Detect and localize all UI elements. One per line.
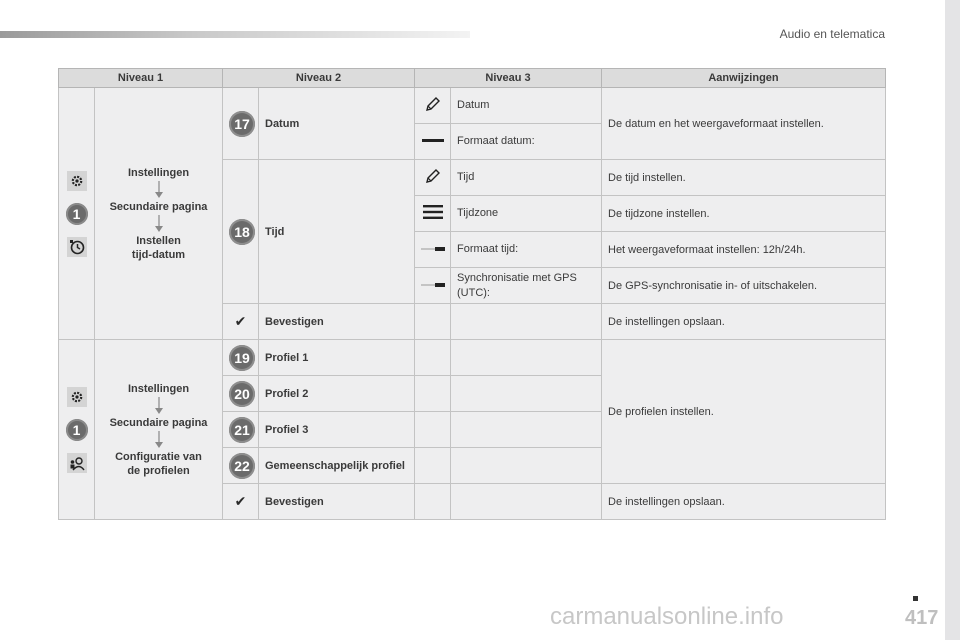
nav-step-profile-config-line2: de profielen: [127, 464, 190, 477]
level3-timezone: Tijdzone: [451, 196, 602, 232]
step-badge: 1: [66, 419, 88, 441]
badge-cell: [223, 448, 259, 484]
level1-nav-cell: [95, 88, 223, 340]
pencil-icon: [424, 95, 442, 113]
level2-confirm: Bevestigen: [259, 304, 415, 340]
level2-date: Datum: [259, 88, 415, 160]
level2-profile-2: Profiel 2: [259, 376, 415, 412]
empty-cell: [451, 340, 602, 376]
header-gradient-bar: [0, 31, 470, 38]
nav-step-set-time-date: Instellen: [136, 234, 181, 247]
level3-icon-cell: [415, 232, 451, 268]
badge-cell: [223, 340, 259, 376]
column-header-level1: Niveau 1: [59, 69, 223, 88]
level2-profile-3: Profiel 3: [259, 412, 415, 448]
empty-cell: [415, 484, 451, 520]
settings-menu-table: [58, 68, 886, 520]
level2-profile-1: Profiel 1: [259, 340, 415, 376]
empty-cell: [415, 304, 451, 340]
clock-icon: [67, 237, 87, 257]
empty-cell: [415, 376, 451, 412]
nav-step-profile-config: Configuratie van: [115, 450, 202, 463]
table-row: [59, 88, 886, 124]
empty-cell: [415, 448, 451, 484]
level3-time: Tijd: [451, 160, 602, 196]
toggle-icon: [421, 245, 445, 253]
step-badge: 19: [229, 345, 255, 371]
empty-cell: [451, 412, 602, 448]
nav-step-settings: Instellingen: [127, 166, 190, 179]
list-icon: [423, 204, 443, 220]
nav-step-settings: Instellingen: [127, 382, 190, 395]
level3-icon-cell: [415, 196, 451, 232]
level3-icon-cell: [415, 88, 451, 124]
note-confirm: De instellingen opslaan.: [602, 304, 886, 340]
step-badge: 22: [229, 453, 255, 479]
level3-icon-cell: [415, 124, 451, 160]
badge-cell: [223, 160, 259, 304]
note-gps-sync: De GPS-synchronisatie in- of uitschakelen.: [602, 268, 886, 304]
empty-cell: [415, 340, 451, 376]
column-header-level3: Niveau 3: [415, 69, 602, 88]
table-row: [59, 340, 886, 376]
level1-nav-cell: [95, 340, 223, 520]
badge-cell: [223, 376, 259, 412]
settings-gear-icon: [67, 387, 87, 407]
level2-confirm: Bevestigen: [259, 484, 415, 520]
level3-date: Datum: [451, 88, 602, 124]
checkmark-icon: ✔: [234, 493, 247, 509]
badge-cell: [223, 88, 259, 160]
nav-step-secondary-page: Secundaire pagina: [109, 416, 208, 429]
level3-time-format: Formaat tijd:: [451, 232, 602, 268]
page-marker: [913, 596, 918, 601]
confirm-icon-cell: [223, 484, 259, 520]
empty-cell: [451, 484, 602, 520]
level1-icons-cell: [59, 340, 95, 520]
level1-icons-cell: [59, 88, 95, 340]
note-time-format: Het weergaveformaat instellen: 12h/24h.: [602, 232, 886, 268]
toggle-icon: [421, 281, 445, 289]
column-header-notes: Aanwijzingen: [602, 69, 886, 88]
arrow-down-icon: [154, 431, 164, 449]
level3-date-format: Formaat datum:: [451, 124, 602, 160]
note-date: De datum en het weergaveformaat instellen.: [602, 88, 886, 160]
level3-icon-cell: [415, 268, 451, 304]
level2-common-profile: Gemeenschappelijk profiel: [259, 448, 415, 484]
watermark: carmanualsonline.info: [550, 603, 784, 630]
note-confirm: De instellingen opslaan.: [602, 484, 886, 520]
level2-time: Tijd: [259, 160, 415, 304]
pencil-icon: [424, 167, 442, 185]
arrow-down-icon: [154, 181, 164, 199]
user-profiles-icon: [67, 453, 87, 473]
nav-step-set-time-date-line2: tijd-datum: [131, 248, 186, 261]
settings-gear-icon: [67, 171, 87, 191]
level3-gps-sync: Synchronisatie met GPS (UTC):: [451, 268, 602, 304]
step-badge: 20: [229, 381, 255, 407]
page-number: 417: [905, 607, 939, 629]
badge-cell: [223, 412, 259, 448]
empty-cell: [451, 448, 602, 484]
level3-icon-cell: [415, 160, 451, 196]
section-title: Audio en telematica: [779, 27, 885, 41]
nav-step-secondary-page: Secundaire pagina: [109, 200, 208, 213]
column-header-level2: Niveau 2: [223, 69, 415, 88]
step-badge: 17: [229, 111, 255, 137]
arrow-down-icon: [154, 215, 164, 233]
step-badge: 1: [66, 203, 88, 225]
checkmark-icon: ✔: [234, 313, 247, 329]
note-time: De tijd instellen.: [602, 160, 886, 196]
step-badge: 21: [229, 417, 255, 443]
note-profiles: De profielen instellen.: [602, 340, 886, 484]
confirm-icon-cell: [223, 304, 259, 340]
empty-cell: [415, 412, 451, 448]
page-edge-strip: [945, 0, 960, 640]
step-badge: 18: [229, 219, 255, 245]
note-timezone: De tijdzone instellen.: [602, 196, 886, 232]
empty-cell: [451, 304, 602, 340]
empty-cell: [451, 376, 602, 412]
arrow-down-icon: [154, 397, 164, 415]
bar-icon: [422, 137, 444, 145]
table-header-row: [59, 69, 886, 88]
